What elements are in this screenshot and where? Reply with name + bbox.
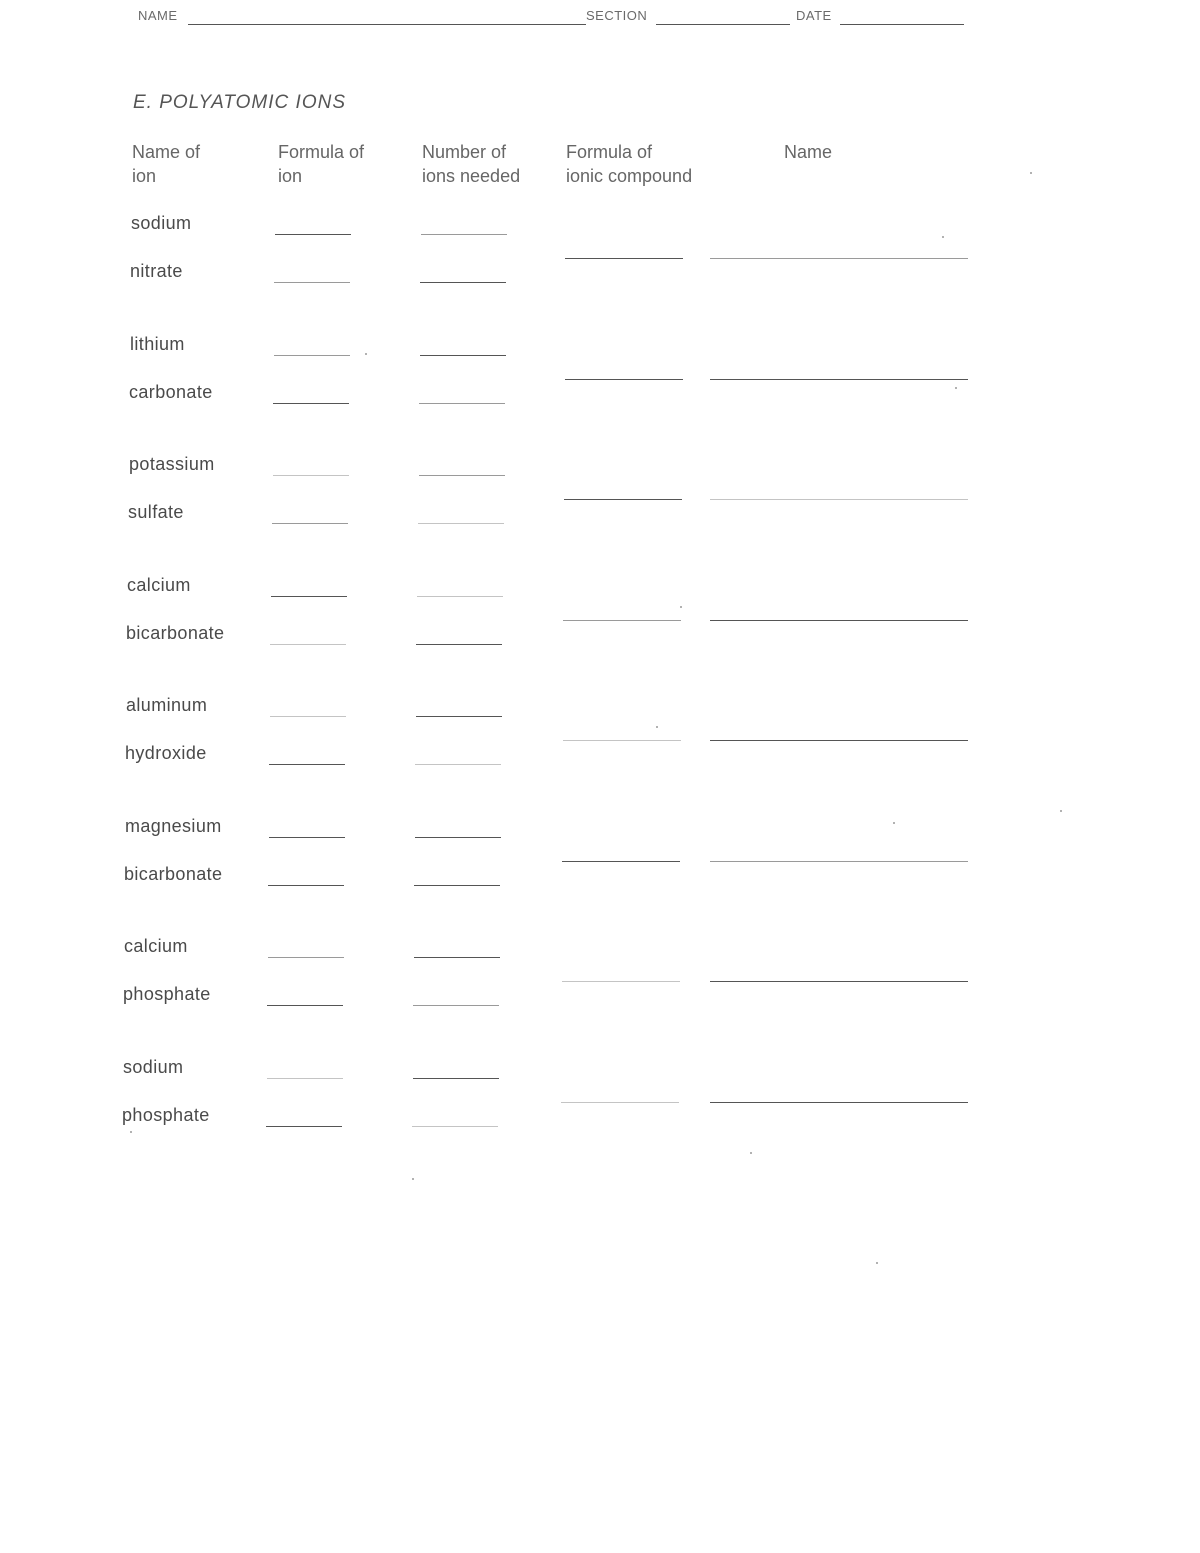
anion-name: carbonate (129, 381, 213, 402)
compound-name-field[interactable] (710, 620, 968, 621)
cation-name: calcium (127, 574, 191, 595)
cation-formula-field[interactable] (273, 475, 349, 476)
anion-count-field[interactable] (412, 1126, 498, 1127)
anion-name: hydroxide (125, 743, 207, 763)
anion-count-field[interactable] (416, 644, 502, 645)
column-header-ions-needed: Number of ions needed (422, 142, 521, 186)
anion-name: sulfate (128, 502, 184, 522)
section-label: SECTION (586, 8, 648, 23)
cation-count-field[interactable] (417, 596, 503, 597)
compound-formula-field[interactable] (563, 740, 681, 741)
compound-name-field[interactable] (710, 740, 968, 741)
compound-name-field[interactable] (710, 499, 968, 500)
cation-formula-field[interactable] (268, 957, 344, 958)
anion-formula-field[interactable] (267, 1005, 343, 1006)
anion-count-field[interactable] (413, 1005, 499, 1006)
anion-name: bicarbonate (126, 622, 225, 643)
compound-formula-field[interactable] (562, 861, 680, 862)
column-header-compound-formula: Formula of ionic compound (566, 142, 693, 186)
cation-formula-field[interactable] (267, 1078, 343, 1079)
cation-formula-field[interactable] (271, 596, 347, 597)
cation-name: magnesium (125, 815, 222, 836)
anion-name: bicarbonate (124, 863, 223, 884)
section-field[interactable] (656, 24, 790, 25)
anion-name: nitrate (130, 261, 183, 281)
column-header-ion-formula: Formula of ion (278, 142, 365, 186)
compound-formula-field[interactable] (563, 620, 681, 621)
compound-formula-field[interactable] (565, 379, 683, 380)
cation-name: sodium (123, 1056, 184, 1077)
cation-formula-field[interactable] (270, 716, 346, 717)
date-field[interactable] (840, 24, 964, 25)
anion-formula-field[interactable] (269, 764, 345, 765)
anion-count-field[interactable] (414, 885, 500, 886)
compound-formula-field[interactable] (565, 258, 683, 259)
name-field[interactable] (188, 24, 586, 25)
cation-name: aluminum (126, 695, 208, 715)
cation-count-field[interactable] (420, 355, 506, 356)
date-label: DATE (796, 8, 832, 23)
anion-name: phosphate (122, 1104, 210, 1125)
anion-formula-field[interactable] (274, 282, 350, 283)
compound-name-field[interactable] (710, 861, 968, 862)
anion-count-field[interactable] (415, 764, 501, 765)
cation-name: lithium (130, 333, 185, 354)
section-title: E. POLYATOMIC IONS (133, 92, 346, 113)
cation-count-field[interactable] (414, 957, 500, 958)
name-label: NAME (138, 8, 178, 23)
compound-name-field[interactable] (710, 1102, 968, 1103)
compound-formula-field[interactable] (562, 981, 680, 982)
cation-formula-field[interactable] (275, 234, 351, 235)
anion-formula-field[interactable] (268, 885, 344, 886)
column-header-compound-name: Name (784, 142, 833, 162)
cation-formula-field[interactable] (274, 355, 350, 356)
compound-formula-field[interactable] (561, 1102, 679, 1103)
cation-count-field[interactable] (421, 234, 507, 235)
cation-name: calcium (124, 936, 188, 956)
cation-count-field[interactable] (416, 716, 502, 717)
anion-formula-field[interactable] (272, 523, 348, 524)
anion-formula-field[interactable] (270, 644, 346, 645)
compound-name-field[interactable] (710, 981, 968, 982)
compound-name-field[interactable] (710, 379, 968, 380)
anion-name: phosphate (123, 984, 211, 1004)
anion-formula-field[interactable] (266, 1126, 342, 1127)
anion-formula-field[interactable] (273, 403, 349, 404)
column-header-ion-name: Name of ion (132, 142, 201, 186)
cation-count-field[interactable] (413, 1078, 499, 1079)
anion-count-field[interactable] (420, 282, 506, 283)
cation-formula-field[interactable] (269, 837, 345, 838)
compound-name-field[interactable] (710, 258, 968, 259)
cation-name: potassium (129, 454, 215, 474)
anion-count-field[interactable] (418, 523, 504, 524)
cation-count-field[interactable] (415, 837, 501, 838)
anion-count-field[interactable] (419, 403, 505, 404)
cation-name: sodium (131, 213, 192, 233)
compound-formula-field[interactable] (564, 499, 682, 500)
cation-count-field[interactable] (419, 475, 505, 476)
